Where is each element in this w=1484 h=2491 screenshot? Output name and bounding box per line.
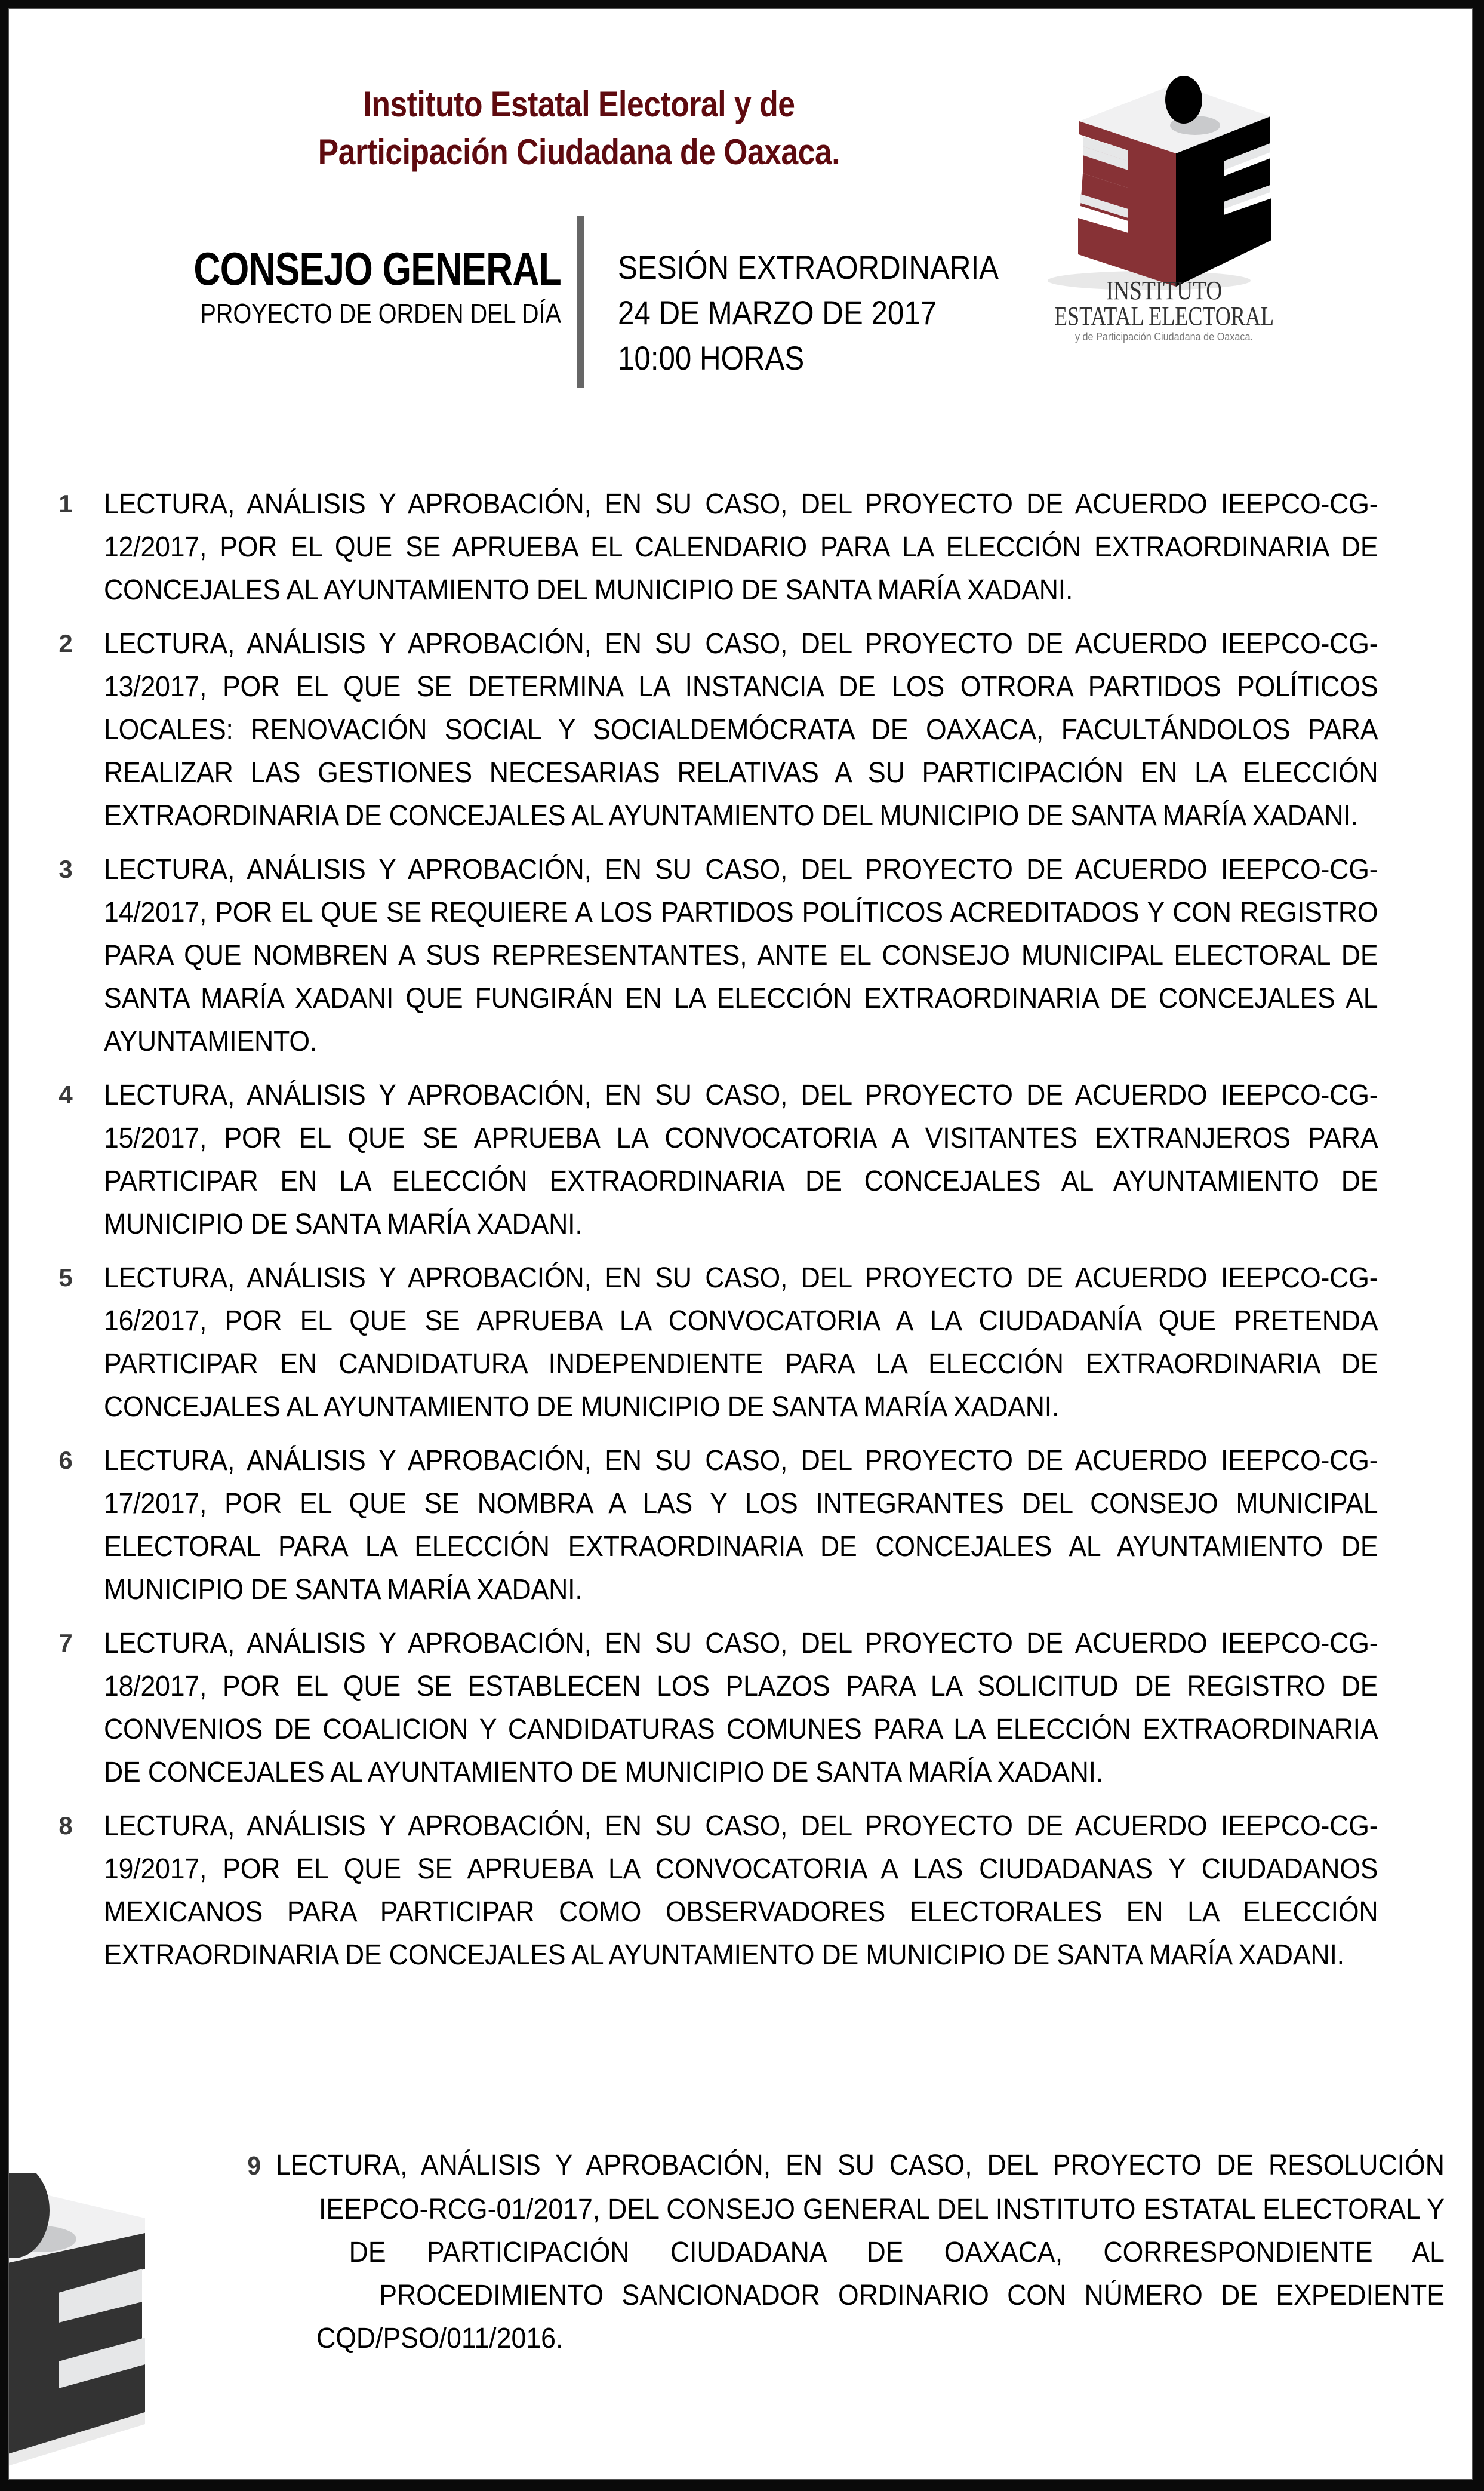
agenda-item-text: LECTURA, ANÁLISIS Y APROBACIÓN, EN SU CASO, DEL PROYECTO DE ACUERDO IEEPCO-CG-18/2017, POR EL QUE SE ESTABLECEN LOS PLAZOS PARA LA SOLICITUD DE REGISTRO DE CONVENIOS DE COALICION Y CANDIDATURAS COMUNES PARA LA ELECCIÓN EXTRAORDINARIA DE CONCEJALES AL AYUNTAMIENTO DE MUNICIPIO DE SANTA MARÍA XADANI. (104, 1627, 1378, 1788)
agenda-item-9-line-2: IEEPCO-RCG-01/2017, DEL CONSEJO GENERAL DEL INSTITUTO ESTATAL ELECTORAL Y (319, 2193, 1445, 2225)
agenda-item-number: 7 (59, 1629, 73, 1657)
header-separator (577, 216, 584, 388)
agenda-item-text: LECTURA, ANÁLISIS Y APROBACIÓN, EN SU CASO, DEL PROYECTO DE ACUERDO IEEPCO-CG-19/2017, POR EL QUE SE APRUEBA LA CONVOCATORIA A LAS CIUDADANAS Y CIUDADANOS MEXICANOS PARA PARTICIPAR COMO OBSERVADORES ELECTORALES EN LA ELECCIÓN EXTRAORDINARIA DE CONCEJALES AL AYUNTAMIENTO DE MUNICIPIO DE SANTA MARÍA XADANI. (104, 1810, 1378, 1971)
agenda-item-number: 4 (59, 1081, 73, 1109)
agenda-item (48, 1074, 1445, 1246)
agenda-item (48, 1622, 1445, 1794)
agenda-item-text: LECTURA, ANÁLISIS Y APROBACIÓN, EN SU CASO, DEL PROYECTO DE ACUERDO IEEPCO-CG-17/2017, POR EL QUE SE NOMBRA A LAS Y LOS INTEGRANTES DEL CONSEJO MUNICIPAL ELECTORAL PARA LA ELECCIÓN EXTRAORDINARIA DE CONCEJALES AL AYUNTAMIENTO DE MUNICIPIO DE SANTA MARÍA XADANI. (104, 1444, 1378, 1606)
agenda-item-9-line-5: CQD/PSO/011/2016. (316, 2322, 564, 2354)
agenda-item-text: LECTURA, ANÁLISIS Y APROBACIÓN, EN SU CASO, DEL PROYECTO DE ACUERDO IEEPCO-CG-14/2017, POR EL QUE SE REQUIERE A LOS PARTIDOS POLÍTICOS ACREDITADOS Y CON REGISTRO PARA QUE NOMBREN A SUS REPRESENTANTES, ANTE EL CONSEJO MUNICIPAL ELECTORAL DE SANTA MARÍA XADANI QUE FUNGIRÁN EN LA ELECCIÓN EXTRAORDINARIA DE CONCEJALES AL AYUNTAMIENTO. (104, 853, 1378, 1057)
agenda-item-number: 9 (247, 2151, 261, 2181)
session-type: SESIÓN EXTRAORDINARIA (618, 248, 999, 286)
agenda-item-9-line-1 (247, 2144, 1445, 2188)
agenda-item (48, 848, 1445, 1063)
agenda-item-text: LECTURA, ANÁLISIS Y APROBACIÓN, EN SU CASO, DEL PROYECTO DE ACUERDO IEEPCO-CG-12/2017, POR EL QUE SE APRUEBA EL CALENDARIO PARA LA ELECCIÓN EXTRAORDINARIA DE CONCEJALES AL AYUNTAMIENTO DEL MUNICIPIO DE SANTA MARÍA XADANI. (104, 488, 1378, 606)
agenda-item-text: LECTURA, ANÁLISIS Y APROBACIÓN, EN SU CASO, DEL PROYECTO DE ACUERDO IEEPCO-CG-13/2017, POR EL QUE SE DETERMINA LA INSTANCIA DE LOS OTRORA PARTIDOS POLÍTICOS LOCALES: RENOVACIÓN SOCIAL Y SOCIALDEMÓCRATA DE OAXACA, FACULTÁNDOLOS PARA REALIZAR LAS GESTIONES NECESARIAS RELATIVAS A SU PARTICIPACIÓN EN LA ELECCIÓN EXTRAORDINARIA DE CONCEJALES AL AYUNTAMIENTO DEL MUNICIPIO DE SANTA MARÍA XADANI. (104, 628, 1378, 832)
agenda-item-number: 6 (59, 1446, 73, 1474)
agenda-item-9-line-3: DE PARTICIPACIÓN CIUDADANA DE OAXACA, CORRESPONDIENTE AL (349, 2236, 1445, 2268)
agenda-item (48, 482, 1445, 611)
agenda-item-number: 8 (59, 1812, 73, 1840)
ieepco-watermark-logo-icon (8, 2173, 163, 2484)
agenda-item (48, 622, 1445, 837)
agenda-item-number: 5 (59, 1263, 73, 1291)
council-name: CONSEJO GENERAL (193, 242, 561, 295)
agenda-item-9-text: LECTURA, ANÁLISIS Y APROBACIÓN, EN SU CASO, DEL PROYECTO DE RESOLUCIÓN (275, 2149, 1445, 2181)
organization-title (276, 81, 882, 176)
logo-caption-line-3: y de Participación Ciudadana de Oaxaca. (1074, 331, 1254, 343)
organization-title-line-2: Participación Ciudadana de Oaxaca. (318, 132, 840, 172)
logo-caption-line-1: INSTITUTO (1106, 276, 1223, 305)
agenda-item-9 (143, 2144, 1445, 2360)
logo-caption (1027, 278, 1301, 345)
agenda-subtitle: PROYECTO DE ORDEN DEL DÍA (200, 298, 561, 329)
session-time: 10:00 HORAS (618, 339, 805, 377)
council-heading (101, 242, 561, 331)
agenda-item-number: 3 (59, 855, 73, 883)
organization-title-line-1: Instituto Estatal Electoral y de (363, 84, 795, 124)
session-info (618, 245, 1048, 381)
agenda-item-text: LECTURA, ANÁLISIS Y APROBACIÓN, EN SU CASO, DEL PROYECTO DE ACUERDO IEEPCO-CG-15/2017, POR EL QUE SE APRUEBA LA CONVOCATORIA A VISITANTES EXTRANJEROS PARA PARTICIPAR EN LA ELECCIÓN EXTRAORDINARIA DE CONCEJALES AL AYUNTAMIENTO DE MUNICIPIO DE SANTA MARÍA XADANI. (104, 1079, 1378, 1240)
agenda-item-number: 2 (59, 629, 73, 657)
agenda-item-9-line-4: PROCEDIMIENTO SANCIONADOR ORDINARIO CON NÚMERO DE EXPEDIENTE (379, 2279, 1445, 2311)
logo-caption-line-2: ESTATAL ELECTORAL (1054, 302, 1274, 331)
agenda-list (48, 482, 1445, 1987)
agenda-item (48, 1804, 1445, 1976)
agenda-item-text: LECTURA, ANÁLISIS Y APROBACIÓN, EN SU CASO, DEL PROYECTO DE ACUERDO IEEPCO-CG-16/2017, POR EL QUE SE APRUEBA LA CONVOCATORIA A LA CIUDADANÍA QUE PRETENDA PARTICIPAR EN CANDIDATURA INDEPENDIENTE PARA LA ELECCIÓN EXTRAORDINARIA DE CONCEJALES AL AYUNTAMIENTO DE MUNICIPIO DE SANTA MARÍA XADANI. (104, 1262, 1378, 1423)
agenda-item (48, 1256, 1445, 1428)
agenda-item-number: 1 (59, 490, 73, 518)
session-date: 24 DE MARZO DE 2017 (618, 294, 937, 331)
agenda-item (48, 1439, 1445, 1611)
